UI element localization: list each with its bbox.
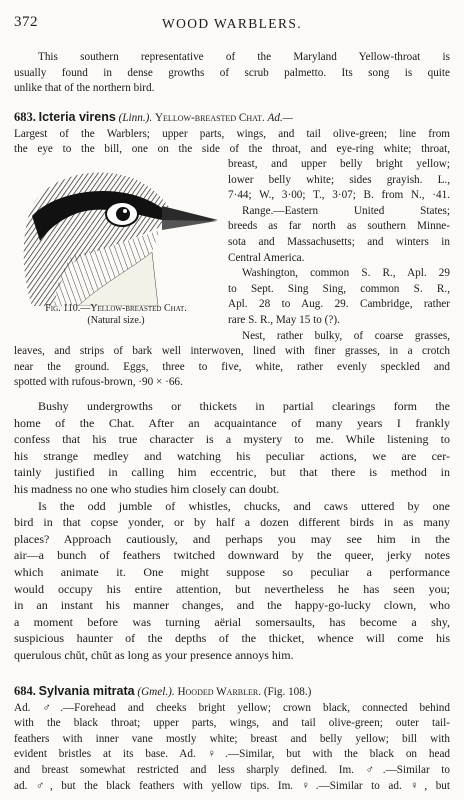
figure-label: Fig. 110.—Yellow-breasted Chat. [45, 303, 187, 314]
common-name: Hooded Warbler. [177, 686, 262, 698]
text-line: confess that his true character is a mystery to me. While listening to [14, 432, 450, 447]
text-line: ad. ♂, but the black feathers with yellow tips. Im. ♀.—Similar to ad. ♀, but [14, 779, 450, 792]
common-name: Yellow-breasted Chat. [154, 112, 265, 124]
text-line: tainly justified in calling him eccentric, but that there is method in [14, 465, 450, 480]
wrap-column [228, 157, 450, 344]
text-line: Is the odd jumble of whistles, chucks, and caws uttered by one [38, 498, 450, 513]
text-line: spotted with rufous-brown, ·90 × ·66. [14, 376, 183, 389]
text-line: evident bristles at its base. Ad. ♀.—Similar, but with the black on head [14, 748, 450, 761]
text-line: home of the Chat. After an acquaintance of many years I frankly [14, 415, 450, 430]
text-line: which animate it. One might suppose so peculiar a performance [14, 564, 450, 579]
text-line: breast, and upper belly bright yellow; [228, 158, 450, 170]
chat-description [14, 398, 450, 664]
figure-reference: (Fig. 108.) [263, 686, 312, 698]
age-label: Ad.— [267, 112, 293, 124]
chat-head-illustration [12, 156, 220, 306]
text-line: usually found in dense growths of scrub palmetto. Its song is quite [14, 66, 450, 79]
species-name: Icteria virens [38, 110, 116, 124]
text-line: Largest of the Warblers; upper parts, wings, and tail olive-green; line from [14, 127, 450, 140]
figure-sub: (Natural size.) [87, 315, 145, 326]
nest-paragraph [14, 344, 450, 391]
text-line: 7·44; W., 3·00; T., 3·07; B. from N., ·41. [228, 189, 450, 202]
text-line: with the black throat; upper parts, wings, and tail olive-green; outer tail- [14, 717, 450, 730]
text-line: feathers with inner vane mostly white; breast and belly yellow; bill with [14, 732, 450, 745]
species-684-entry [14, 684, 450, 794]
species-authority: (Gmel.). [137, 686, 175, 698]
text-line: unlike that of the northern bird. [14, 82, 155, 95]
text-line: suspicious haunter of the depths of the thicket, whence will come his [14, 631, 450, 646]
running-title: WOOD WARBLERS. [161, 16, 303, 31]
species-number: 683. [14, 110, 36, 124]
text-line: his madness no one who studies him closely can doubt. [14, 481, 280, 496]
species-683-heading [14, 110, 450, 158]
text-line: This southern representative of the Maryland Yellow-throat is [38, 51, 450, 63]
text-line: Nest, rather bulky, of coarse grasses, [242, 329, 450, 342]
text-line: near the ground. Eggs, three to five, white, rather evenly speckled and [14, 360, 450, 373]
text-line: places? Approach cautiously, and perhaps you may see him in the [14, 531, 450, 546]
text-line: and breast somewhat restricted and less sharply defined. Im. ♂.—Similar to [14, 763, 450, 776]
figure-caption [12, 303, 220, 327]
text-line: a moment before was turning aërial somersaults, has become a shy, [14, 614, 450, 629]
text-line: his strange medley and watching his peculiar actions, we are cer- [14, 448, 450, 463]
text-line: sota and Massachusetts; and winters in [228, 235, 450, 248]
text-line: Central America. [228, 251, 305, 264]
text-line: air—a bunch of feathers twitched downward by the queer, jerky notes [14, 548, 450, 563]
text-line: rare S. R., May 15 to (?). [228, 313, 340, 326]
text-line: Apl. 28 to Aug. 29. Cambridge, rather [228, 298, 450, 311]
text-line: lower belly white; sides grayish. L., [228, 173, 450, 186]
text-line: in an instant his manner changes, and the happy-go-lucky clown, who [14, 598, 450, 613]
text-line: Washington, common S. R., Apl. 29 [242, 267, 450, 280]
species-number: 684. [14, 684, 36, 698]
text-line: breeds as far north as southern Minne- [228, 220, 450, 233]
text-line: querulous chŭt, chŭt as long as your presence annoys him. [14, 647, 294, 662]
intro-paragraph [14, 50, 450, 97]
page-number: 372 [14, 14, 38, 30]
text-line: would occupy his entire attention, but nevertheless he has seen you; [14, 581, 450, 596]
text-line: Bushy undergrowths or thickets in partial clearings form the [38, 399, 450, 413]
text-line: to Sept. Sing Sing, common S. R., [228, 282, 450, 295]
text-line: Range.—Eastern United States; [242, 204, 450, 217]
text-line: leaves, and strips of bark well interwoven, lined with finer grasses, in a crotch [14, 345, 450, 357]
page-header [14, 14, 450, 38]
species-name: Sylvania mitrata [38, 684, 135, 698]
text-line: the eye to the bill, one on the side of the throat, and eye-ring white; throat, [14, 143, 450, 156]
species-authority: (Linn.). [118, 112, 153, 124]
text-line: bird in that copse yonder, or by half a dozen different birds in as many [14, 515, 450, 530]
text-line: Ad. ♂.—Forehead and cheeks bright yellow; crown black, connected behind [14, 701, 450, 714]
